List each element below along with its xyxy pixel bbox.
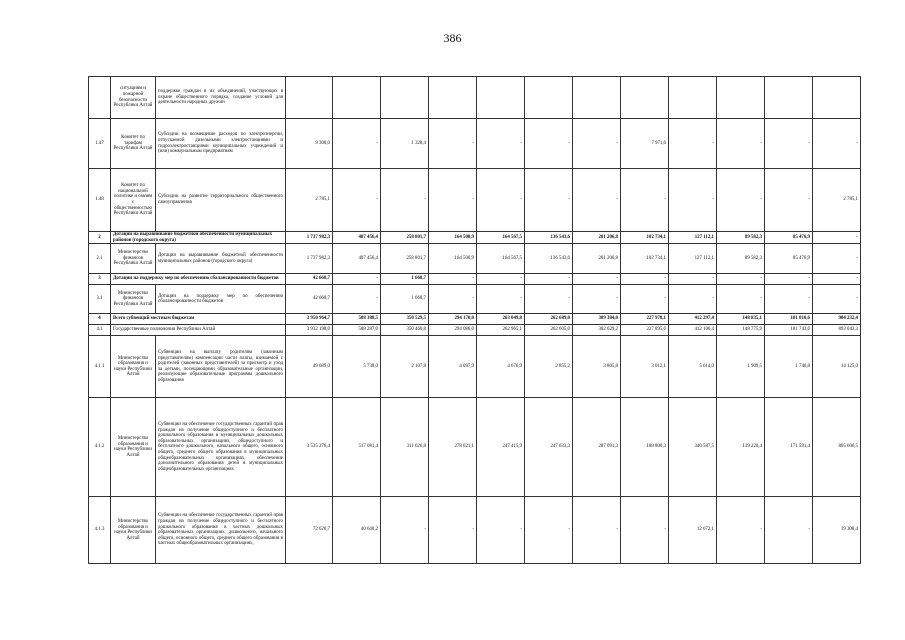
value-cell: -	[477, 497, 525, 564]
value-cell: 102 734,1	[621, 244, 669, 274]
value-cell: -	[573, 119, 621, 169]
value-cell: 85 476,9	[765, 244, 813, 274]
value-cell: 181 743,6	[765, 325, 813, 336]
page-number: 386	[443, 31, 462, 45]
value-cell: -	[429, 285, 477, 314]
value-cell: 517 081,4	[333, 398, 381, 497]
value-cell: -	[477, 285, 525, 314]
value-cell: -	[621, 497, 669, 564]
value-cell: 407 456,4	[333, 232, 381, 244]
value-cell	[286, 77, 333, 119]
value-cell: 294 086,0	[429, 325, 477, 336]
row-code: 4.1.3	[89, 497, 111, 564]
value-cell: -	[621, 169, 669, 232]
row-code: 1.48	[89, 169, 111, 232]
row-code: 1.47	[89, 119, 111, 169]
value-cell: 2 785,1	[813, 169, 861, 232]
value-cell: 340 587,5	[669, 398, 717, 497]
value-cell: 164 500,9	[429, 232, 477, 244]
row-organization: Министерство финансов Республики Алтай	[111, 244, 156, 274]
value-cell: 72 620,7	[286, 497, 333, 564]
row-description: Субсидии на возмещение расходов по электроэнергии, отпускаемой дизельными электростанциями и гидроэлектростанциями муниципальных учреждений и (или) коммунальным предприятиям	[156, 119, 286, 169]
row-description: Субвенции на обеспечение государственных гарантий прав граждан на получение общедоступного и бесплатного дошкольного образования в муниципальных дошкольных образовательных организациях, общедоступного и бесплатного дошкольного, начального общего, основного общего, среднего общего образования в муниципальных общеобразовательных организациях, обеспечение дополнительного образования детей в муниципальных общеобразовательных организациях	[156, 398, 286, 497]
value-cell: 148 775,9	[717, 325, 765, 336]
value-cell	[717, 77, 765, 119]
value-cell: 3 535 276,4	[286, 398, 333, 497]
value-cell: 164 500,9	[429, 244, 477, 274]
value-cell: 1 668,7	[381, 285, 429, 314]
value-cell: 42 668,7	[286, 285, 333, 314]
value-cell: -	[765, 119, 813, 169]
value-cell: -	[765, 497, 813, 564]
value-cell	[477, 77, 525, 119]
table-row	[89, 77, 861, 119]
value-cell: 2 107,8	[381, 336, 429, 398]
value-cell: -	[477, 274, 525, 285]
value-cell: -	[717, 119, 765, 169]
budget-table	[88, 76, 861, 564]
value-cell: -	[717, 497, 765, 564]
table-row	[89, 336, 861, 398]
value-cell: -	[429, 497, 477, 564]
value-cell: 287 091,3	[573, 398, 621, 497]
table-row	[89, 169, 861, 232]
value-cell	[525, 77, 573, 119]
value-cell: 309 384,0	[573, 314, 621, 325]
section-row	[89, 314, 861, 325]
section-row	[89, 232, 861, 244]
value-cell: -	[333, 285, 381, 314]
value-cell: 3 805,8	[573, 336, 621, 398]
value-cell	[813, 77, 861, 119]
value-cell: 201 206,8	[573, 232, 621, 244]
value-cell: -	[669, 274, 717, 285]
row-description: Субсидии на развитие территориального общественного самоуправления	[156, 169, 286, 232]
value-cell: -	[477, 169, 525, 232]
row-description: Субвенции на выплату родителям (законным представителям) компенсации части платы, взимаемой с родителей (законных представителей) за присмотр и уход за детьми, посещающими образовательные организации, реализующие образовательные программы дошкольного образования	[156, 336, 286, 398]
value-cell: 85 476,9	[765, 232, 813, 244]
value-cell: 3 012,1	[621, 336, 669, 398]
row-organization: Министерство образования и науки Республики Алтай	[111, 336, 156, 398]
value-cell: -	[573, 169, 621, 232]
value-cell: -	[765, 169, 813, 232]
row-code	[89, 77, 111, 119]
value-cell: 3 932 198,0	[286, 325, 333, 336]
value-cell: -	[717, 285, 765, 314]
value-cell: 247 633,3	[525, 398, 573, 497]
value-cell: 1 668,7	[381, 274, 429, 285]
value-cell: 2 855,2	[525, 336, 573, 398]
value-cell: -	[813, 285, 861, 314]
table-row	[89, 119, 861, 169]
row-code: 3.1	[89, 285, 111, 314]
row-description: Дотации на поддержку мер по обеспечению сбалансированности бюджетов	[156, 285, 286, 314]
value-cell: 136 543,6	[525, 232, 573, 244]
row-organization: Министерство образования и науки Республики Алтай	[111, 398, 156, 497]
value-cell: 19 308,4	[813, 497, 861, 564]
value-cell: 181 810,6	[765, 314, 813, 325]
row-code: 4.1.2	[89, 398, 111, 497]
value-cell: 14 125,0	[813, 336, 861, 398]
value-cell: 1 746,8	[765, 336, 813, 398]
value-cell: -	[813, 244, 861, 274]
value-cell: -	[429, 169, 477, 232]
value-cell: 5 614,0	[669, 336, 717, 398]
section-title: Дотации на выравнивание бюджетной обеспеченности муниципальных районов (городского округа)	[111, 232, 286, 244]
table-row	[89, 285, 861, 314]
value-cell	[669, 77, 717, 119]
value-cell: 9 300,0	[286, 119, 333, 169]
value-cell: -	[573, 285, 621, 314]
value-cell: 247 415,9	[477, 398, 525, 497]
row-organization: Комитет по национальной политике и связям с общественностью Республики Алтай	[111, 169, 156, 232]
value-cell: -	[717, 274, 765, 285]
value-cell: 49 689,0	[286, 336, 333, 398]
value-cell	[429, 77, 477, 119]
row-organization: Министерство образования и науки Республики Алтай	[111, 497, 156, 564]
value-cell: 188 800,3	[621, 398, 669, 497]
value-cell: 262 965,1	[477, 325, 525, 336]
value-cell: 127 112,1	[669, 232, 717, 244]
value-cell: -	[381, 497, 429, 564]
value-cell: -	[621, 274, 669, 285]
value-cell: 40 640,2	[333, 497, 381, 564]
value-cell: -	[525, 285, 573, 314]
value-cell: -	[813, 119, 861, 169]
value-cell: 278 621,1	[429, 398, 477, 497]
value-cell: -	[333, 169, 381, 232]
value-cell: 139 220,4	[717, 398, 765, 497]
value-cell: 904 232,4	[813, 314, 861, 325]
value-cell: 262 689,0	[525, 314, 573, 325]
table-row	[89, 398, 861, 497]
value-cell: -	[621, 285, 669, 314]
value-cell: 1 737 982,3	[286, 244, 333, 274]
value-cell	[573, 77, 621, 119]
value-cell: -	[669, 285, 717, 314]
value-cell: 350 460,8	[381, 325, 429, 336]
value-cell: 1 737 982,3	[286, 232, 333, 244]
value-cell: 407 456,4	[333, 244, 381, 274]
value-cell: 89 582,3	[717, 232, 765, 244]
value-cell: -	[381, 169, 429, 232]
row-code: 4	[89, 314, 111, 325]
row-organization: ситуациям и пожарной безопасности Республики Алтай	[111, 77, 156, 119]
value-cell: 1 328,4	[381, 119, 429, 169]
value-cell	[381, 77, 429, 119]
table-row	[89, 497, 861, 564]
value-cell: 136 543,6	[525, 244, 573, 274]
value-cell: -	[717, 169, 765, 232]
value-cell: 805 606,5	[813, 398, 861, 497]
value-cell: -	[573, 497, 621, 564]
value-cell: -	[669, 169, 717, 232]
value-cell	[333, 77, 381, 119]
value-cell: -	[765, 285, 813, 314]
value-cell	[765, 77, 813, 119]
value-cell: -	[765, 274, 813, 285]
value-cell: 164 567,5	[477, 244, 525, 274]
row-code: 3	[89, 274, 111, 285]
row-code: 2	[89, 232, 111, 244]
value-cell: 302 629,2	[573, 325, 621, 336]
section-row	[89, 325, 861, 336]
value-cell: 2 785,1	[286, 169, 333, 232]
row-code: 2.1	[89, 244, 111, 274]
value-cell: 258 801,7	[381, 244, 429, 274]
value-cell: 164 567,5	[477, 232, 525, 244]
value-cell: 3 950 964,7	[286, 314, 333, 325]
value-cell: -	[429, 119, 477, 169]
value-cell: 1 909,5	[717, 336, 765, 398]
value-cell: -	[429, 274, 477, 285]
value-cell: 12 672,1	[669, 497, 717, 564]
value-cell: -	[813, 274, 861, 285]
row-description: Дотации на выравнивание бюджетной обеспеченности муниципальных районов (городского округа)	[156, 244, 286, 274]
value-cell: 42 668,7	[286, 274, 333, 285]
value-cell: 294 170,0	[429, 314, 477, 325]
value-cell: 263 049,8	[477, 314, 525, 325]
value-cell: 7 971,6	[621, 119, 669, 169]
value-cell: 412 106,4	[669, 325, 717, 336]
value-cell: -	[669, 119, 717, 169]
row-code: 4.1	[89, 325, 111, 336]
value-cell	[621, 77, 669, 119]
row-code: 4.1.1	[89, 336, 111, 398]
value-cell: -	[525, 274, 573, 285]
value-cell: 588 287,0	[333, 325, 381, 336]
value-cell: -	[525, 497, 573, 564]
value-cell: 227 978,1	[621, 314, 669, 325]
row-organization: Комитет по тарифам Республики Алтай	[111, 119, 156, 169]
value-cell: -	[813, 232, 861, 244]
value-cell: 201 206,8	[573, 244, 621, 274]
value-cell: -	[333, 274, 381, 285]
value-cell: 4 676,9	[477, 336, 525, 398]
section-title: Государственные полномочия Республики Алтай	[111, 325, 286, 336]
value-cell: 127 112,1	[669, 244, 717, 274]
value-cell: 893 043,3	[813, 325, 861, 336]
value-cell: 89 582,3	[717, 244, 765, 274]
section-title: Всего субвенций местным бюджетам	[111, 314, 286, 325]
value-cell: 171 591,4	[765, 398, 813, 497]
row-description: Субвенции на обеспечение государственных гарантий прав граждан на получение общедоступного и бесплатного дошкольного образования в частных дошкольных образовательных организациях, дошкольного, начального общего, основного общего, среднего общего образования в частных общеобразовательных организациях,	[156, 497, 286, 564]
value-cell: 258 801,7	[381, 232, 429, 244]
value-cell: -	[525, 169, 573, 232]
value-cell: 148 835,1	[717, 314, 765, 325]
value-cell: 311 626,8	[381, 398, 429, 497]
value-cell: 227 895,6	[621, 325, 669, 336]
row-description: поддержке граждан и их объединений, участвующих в охране общественного порядка, создание условий для деятельности народных дружин	[156, 77, 286, 119]
value-cell: -	[573, 274, 621, 285]
value-cell: 412 297,4	[669, 314, 717, 325]
row-organization: Министерство финансов Республики Алтай	[111, 285, 156, 314]
value-cell: 588 388,5	[333, 314, 381, 325]
table-row	[89, 244, 861, 274]
value-cell: 350 529,5	[381, 314, 429, 325]
value-cell: -	[477, 119, 525, 169]
value-cell: 4 097,9	[429, 336, 477, 398]
value-cell: 5 738,0	[333, 336, 381, 398]
value-cell: 102 734,1	[621, 232, 669, 244]
value-cell: -	[333, 119, 381, 169]
value-cell: 262 605,0	[525, 325, 573, 336]
value-cell: -	[525, 119, 573, 169]
section-row	[89, 274, 861, 285]
section-title: Дотации на поддержку мер по обеспечению сбалансированности бюджетов	[111, 274, 286, 285]
